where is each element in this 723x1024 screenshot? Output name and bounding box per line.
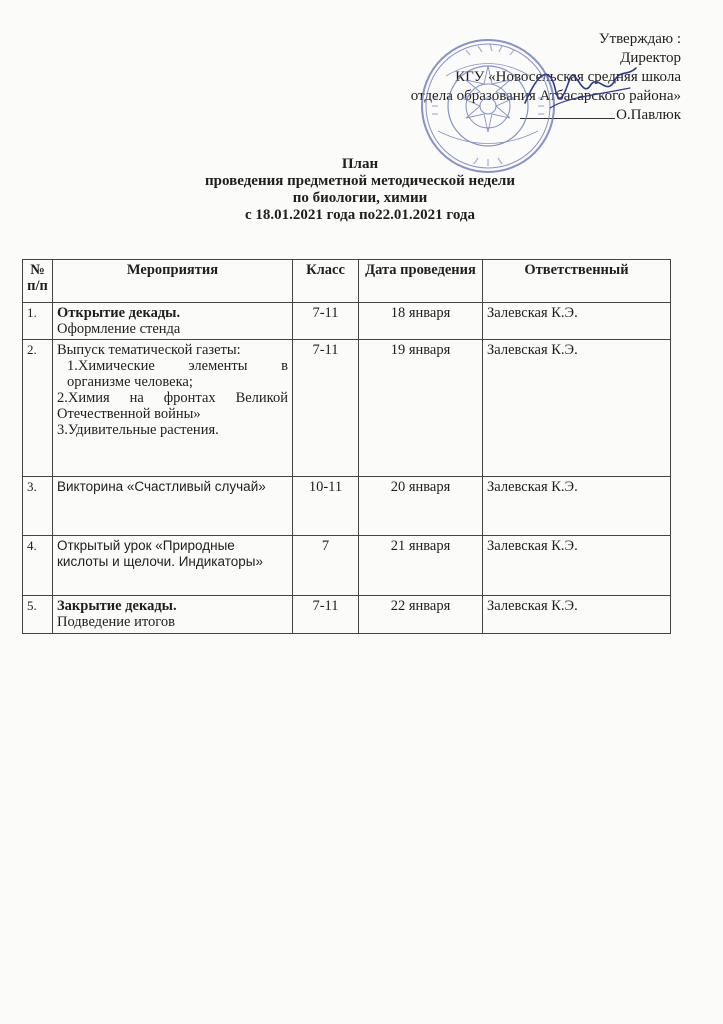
row-class: 7-11 xyxy=(293,303,359,340)
row-event xyxy=(53,340,293,477)
row-class: 7-11 xyxy=(293,340,359,477)
row-class: 7-11 xyxy=(293,596,359,634)
row-date: 22 января xyxy=(359,596,483,634)
row-date: 20 января xyxy=(359,477,483,536)
row-class: 7 xyxy=(293,536,359,596)
row-responsible: Залевская К.Э. xyxy=(483,596,671,634)
row-responsible: Залевская К.Э. xyxy=(483,340,671,477)
row-number: 5. xyxy=(23,596,53,634)
event-detail: Подведение итогов xyxy=(57,614,175,630)
table-row xyxy=(23,303,671,340)
header-event: Мероприятия xyxy=(53,260,293,303)
title-line-3: по биологии, химии xyxy=(292,190,428,206)
table-row xyxy=(23,340,671,477)
row-event xyxy=(53,536,293,596)
table-row xyxy=(23,536,671,596)
director-signature xyxy=(520,58,640,118)
row-class: 10-11 xyxy=(293,477,359,536)
table-row xyxy=(23,596,671,634)
title-line-4: с 18.01.2021 года по22.01.2021 года xyxy=(245,207,475,223)
header-date: Дата проведения xyxy=(359,260,483,303)
header-responsible: Ответственный xyxy=(483,260,671,303)
approval-label: Утверждаю : xyxy=(598,31,681,47)
approval-signer: О.Павлюк xyxy=(616,107,681,123)
approval-department: отдела образования Атбасарского района» xyxy=(410,88,681,104)
row-number: 4. xyxy=(23,536,53,596)
event-detail: Оформление стенда xyxy=(57,321,181,337)
document-title xyxy=(60,156,660,224)
title-line-1: План xyxy=(341,156,379,172)
event-title: Выпуск тематической газеты: xyxy=(57,342,241,358)
approval-organization: КГУ «Новосельская средняя школа xyxy=(455,69,681,85)
table-row xyxy=(23,477,671,536)
row-event xyxy=(53,596,293,634)
row-responsible: Залевская К.Э. xyxy=(483,477,671,536)
row-number: 1. xyxy=(23,303,53,340)
row-date: 18 января xyxy=(359,303,483,340)
header-number: № п/п xyxy=(23,260,53,303)
events-table xyxy=(22,259,671,634)
event-detail: 1.Химические элементы в организме человека; xyxy=(67,358,288,390)
header-class: Класс xyxy=(293,260,359,303)
approval-position: Директор xyxy=(620,50,681,66)
row-responsible: Залевская К.Э. xyxy=(483,303,671,340)
event-detail: 2.Химия на фронтах Великой Отечественной войны» xyxy=(57,390,288,422)
row-event xyxy=(53,303,293,340)
row-number: 3. xyxy=(23,477,53,536)
table-header-row xyxy=(23,260,671,303)
event-title: Закрытие декады. xyxy=(57,598,177,614)
row-event xyxy=(53,477,293,536)
event-detail: 3.Удивительные растения. xyxy=(57,422,219,438)
row-date: 21 января xyxy=(359,536,483,596)
event-title: Открытый урок «Природные кислоты и щелочи. Индикаторы» xyxy=(57,538,263,569)
event-title: Викторина «Счастливый случай» xyxy=(57,479,266,494)
event-title: Открытие декады. xyxy=(57,305,181,321)
row-number: 2. xyxy=(23,340,53,477)
row-date: 19 января xyxy=(359,340,483,477)
title-line-2: проведения предметной методической недели xyxy=(205,173,515,189)
row-responsible: Залевская К.Э. xyxy=(483,536,671,596)
